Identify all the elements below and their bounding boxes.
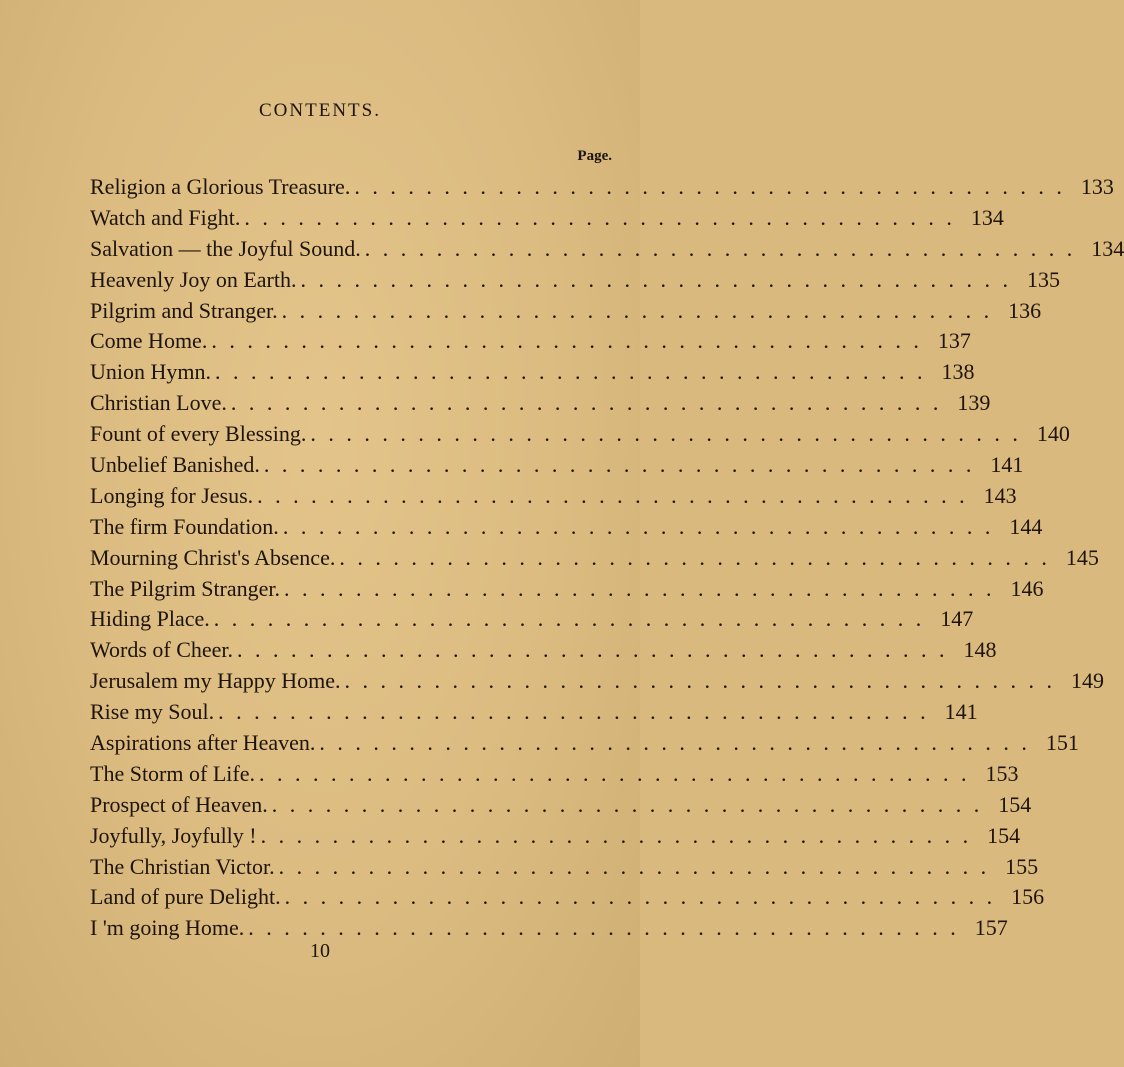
dot-leader: . . . . . . . . . . . . . . . . . . . . . . . . . . . . . . . . . . . . . . . . [260,822,969,848]
contents-entry [90,481,1017,512]
contents-entry [90,512,1043,543]
entry-page-number: 154 [998,791,1032,817]
dot-leader: . . . . . . . . . . . . . . . . . . . . . . . . . . . . . . . . . . . . . . . . [284,575,992,601]
entry-title: Fount of every Blessing. [90,421,307,447]
entry-page-number: 145 [1065,544,1099,570]
entry-page-number: 135 [1027,266,1060,292]
entry-page-number: 133 [1080,174,1114,199]
contents-entry [90,852,1039,883]
entry-title: Aspirations after Heaven. [90,730,316,756]
entry-page-number: 154 [987,822,1021,848]
entry-page-number: 139 [957,390,991,416]
contents-entry [90,326,971,357]
dot-leader: . . . . . . . . . . . . . . . . . . . . . . . . . . . . . . . . . . . . . . . . [271,791,980,817]
dot-leader: . . . . . . . . . . . . . . . . . . . . . . . . . . . . . . . . . . . . . . . . [258,760,967,786]
entry-page-number: 144 [1009,513,1043,539]
entry-title: The Storm of Life. [90,760,255,786]
contents-entry [90,172,1114,203]
contents-entry [90,604,974,635]
dot-leader: . . . . . . . . . . . . . . . . . . . . . . . . . . . . . . . . . . . . . . . . [364,235,1073,261]
dot-leader: . . . . . . . . . . . . . . . . . . . . . . . . . . . . . . . . . . . . . . . . [213,606,922,632]
dot-leader: . . . . . . . . . . . . . . . . . . . . . . . . . . . . . . . . . . . . . . . . [281,297,990,323]
contents-entry [90,296,1042,327]
dot-leader: . . . . . . . . . . . . . . . . . . . . . . . . . . . . . . . . . . . . . . . . [310,421,1018,447]
entry-page-number: 137 [937,328,971,354]
entry-title: Pilgrim and Stranger. [90,297,278,323]
dot-leader: . . . . . . . . . . . . . . . . . . . . . . . . . . . . . . . . . . . . . . . . [282,513,991,539]
entry-page-number: 147 [940,606,974,632]
dot-leader: . . . . . . . . . . . . . . . . . . . . . . . . . . . . . . . . . . . . . . . . [263,452,972,478]
entry-title: Unbelief Banished. [90,452,260,478]
dot-leader: . . . . . . . . . . . . . . . . . . . . . . . . . . . . . . . . . . . . . . . . [248,915,956,941]
contents-entry [90,203,1004,234]
entry-title: I 'm going Home. [90,915,245,941]
entry-page-number: 141 [990,452,1024,478]
dot-leader: . . . . . . . . . . . . . . . . . . . . . . . . . . . . . . . . . . . . . . . . [215,359,923,385]
dot-leader: . . . . . . . . . . . . . . . . . . . . . . . . . . . . . . . . . . . . . . . . [344,668,1052,694]
contents-entry [90,759,1019,790]
entry-title: Religion a Glorious Treasure. [90,174,351,199]
entry-title: The firm Foundation. [90,513,279,539]
entry-page-number: 136 [1008,297,1042,323]
dot-leader: . . . . . . . . . . . . . . . . . . . . . . . . . . . . . . . . . . . . . . . . [257,482,965,508]
entry-page-number: 138 [941,359,975,385]
dot-leader: . . . . . . . . . . . . . . . . . . . . . . . . . . . . . . . . . . . . . . . . [284,884,993,910]
contents-entry [90,666,1104,697]
entry-title: Heavenly Joy on Earth. [90,266,297,292]
dot-leader: . . . . . . . . . . . . . . . . . . . . . . . . . . . . . . . . . . . . . . . . [278,853,987,879]
entry-page-number: 151 [1045,730,1079,756]
contents-entry [90,882,1045,913]
contents-entry [90,450,1024,481]
page-number: 10 [310,940,330,962]
entry-title: Christian Love. [90,390,227,416]
contents-entry [90,635,997,666]
entry-title: Prospect of Heaven. [90,791,268,817]
entry-title: The Pilgrim Stranger. [90,575,281,601]
entry-title: Mourning Christ's Absence. [90,544,336,570]
entry-title: The Christian Victor. [90,853,275,879]
dot-leader: . . . . . . . . . . . . . . . . . . . . . . . . . . . . . . . . . . . . . . . . [218,699,926,725]
contents-list [90,172,1124,944]
entry-title: Salvation — the Joyful Sound. [90,235,361,261]
page-column-label: Page. [577,148,612,164]
contents-entry [90,728,1079,759]
contents-entry [90,697,978,728]
contents-entry [90,790,1032,821]
entry-page-number: 148 [963,637,997,663]
entry-title: Longing for Jesus. [90,482,254,508]
dot-leader: . . . . . . . . . . . . . . . . . . . . . . . . . . . . . . . . . . . . . . . . [354,174,1062,199]
entry-page-number: 143 [983,482,1017,508]
entry-title: Jerusalem my Happy Home. [90,668,341,694]
dot-leader: . . . . . . . . . . . . . . . . . . . . . . . . . . . . . . . . . . . . . . . . [244,204,952,230]
entry-title: Hiding Place. [90,606,210,632]
dot-leader: . . . . . . . . . . . . . . . . . . . . . . . . . . . . . . . . . . . . . . . . [211,328,919,354]
entry-page-number: 149 [1071,668,1104,694]
entry-title: Union Hymn. [90,359,211,385]
dot-leader: . . . . . . . . . . . . . . . . . . . . . . . . . . . . . . . . . . . . . . . . [300,266,1008,292]
dot-leader: . . . . . . . . . . . . . . . . . . . . . . . . . . . . . . . . . . . . . . . . [237,637,945,663]
entry-title: Watch and Fight. [90,204,241,230]
entry-page-number: 141 [944,699,978,725]
contents-entry [90,821,1021,852]
dot-leader: . . . . . . . . . . . . . . . . . . . . . . . . . . . . . . . . . . . . . . . . [319,730,1027,756]
entry-title: Words of Cheer. [90,637,234,663]
dot-leader: . . . . . . . . . . . . . . . . . . . . . . . . . . . . . . . . . . . . . . . . [339,544,1047,570]
entry-title: Rise my Soul. [90,699,215,725]
entry-page-number: 155 [1005,853,1039,879]
entry-page-number: 146 [1010,575,1044,601]
contents-entry [90,234,1124,265]
entry-title: Come Home. [90,328,208,354]
contents-entry [90,388,991,419]
entry-page-number: 134 [970,204,1004,230]
entry-page-number: 153 [985,760,1019,786]
contents-entry [90,357,975,388]
page-title: CONTENTS. [259,100,381,121]
entry-page-number: 156 [1011,884,1045,910]
entry-title: Joyfully, Joyfully ! [90,822,257,848]
contents-entry [90,543,1099,574]
entry-page-number: 134 [1091,235,1124,261]
dot-leader: . . . . . . . . . . . . . . . . . . . . . . . . . . . . . . . . . . . . . . . . [230,390,939,416]
entry-page-number: 157 [974,915,1008,941]
entry-title: Land of pure Delight. [90,884,281,910]
contents-entry [90,419,1070,450]
contents-entry [90,265,1060,296]
entry-page-number: 140 [1036,421,1070,447]
contents-entry [90,574,1044,605]
